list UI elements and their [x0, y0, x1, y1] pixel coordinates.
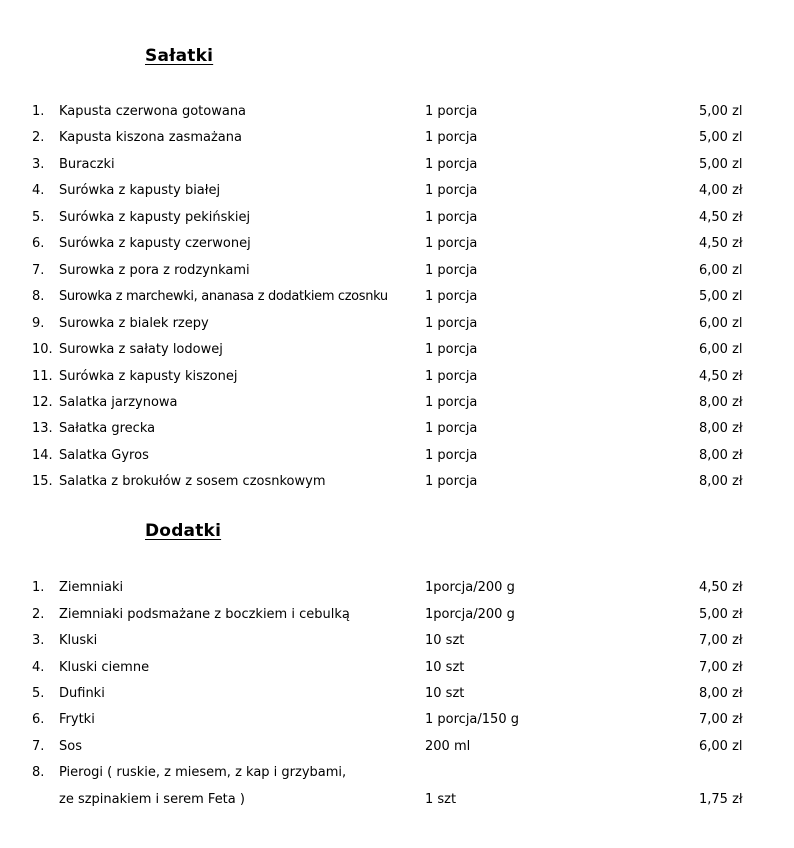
- item-quantity: 1 porcja: [425, 369, 478, 384]
- item-name: Kluski ciemne: [59, 660, 150, 675]
- item-name: Salatka z brokułów z sosem czosnkowym: [59, 474, 326, 489]
- item-number: 4.: [32, 183, 45, 198]
- item-quantity: 1 porcja: [425, 421, 478, 436]
- item-quantity: 1 porcja: [425, 474, 478, 489]
- menu-item: [0, 469, 794, 495]
- menu-item: [0, 258, 794, 284]
- item-quantity: 1porcja/200 g: [425, 580, 515, 595]
- menu-item: [0, 364, 794, 390]
- menu-item: [0, 125, 794, 151]
- menu-item: [0, 152, 794, 178]
- item-number: 5.: [32, 210, 45, 225]
- menu-item: [0, 575, 794, 601]
- section-title-dodatki: Dodatki: [145, 521, 222, 541]
- item-number: 8.: [32, 765, 45, 780]
- item-price: 7,00 zł: [699, 660, 743, 675]
- item-price: 5,00 zl: [699, 104, 743, 119]
- item-quantity: 10 szt: [425, 633, 465, 648]
- section-title-salatki: Sałatki: [145, 46, 214, 66]
- item-price: 7,00 zł: [699, 633, 743, 648]
- item-quantity: 1 porcja: [425, 183, 478, 198]
- item-quantity: 1 porcja: [425, 210, 478, 225]
- item-quantity: 1 porcja: [425, 130, 478, 145]
- item-name: Frytki: [59, 712, 95, 727]
- menu-item: [0, 443, 794, 469]
- item-quantity: 1porcja/200 g: [425, 607, 515, 622]
- item-price: 4,50 zł: [699, 580, 743, 595]
- menu-item: [0, 99, 794, 125]
- item-quantity: 1 porcja: [425, 236, 478, 251]
- item-quantity: 1 porcja: [425, 395, 478, 410]
- item-quantity: 1 porcja: [425, 157, 478, 172]
- menu-item: [0, 628, 794, 654]
- item-name: Surówka z kapusty czerwonej: [59, 236, 251, 251]
- item-name: Surowka z pora z rodzynkami: [59, 263, 250, 278]
- menu-item: [0, 707, 794, 733]
- item-quantity: 1 porcja: [425, 342, 478, 357]
- item-name: Ziemniaki podsmażane z boczkiem i cebulką: [59, 607, 350, 622]
- menu-item: [0, 284, 794, 310]
- item-quantity: 1 porcja: [425, 263, 478, 278]
- item-number: 8.: [32, 289, 45, 304]
- item-name: Dufinki: [59, 686, 105, 701]
- item-number: 13.: [32, 421, 53, 436]
- menu-item: [0, 337, 794, 363]
- item-price: 4,50 zł: [699, 236, 743, 251]
- item-number: 10.: [32, 342, 53, 357]
- menu-item: [0, 416, 794, 442]
- item-name: Salatka Gyros: [59, 448, 149, 463]
- item-number: 2.: [32, 130, 45, 145]
- item-number: 15.: [32, 474, 53, 489]
- item-price: 4,50 zł: [699, 369, 743, 384]
- item-name: Buraczki: [59, 157, 115, 172]
- item-quantity: 1 porcja: [425, 316, 478, 331]
- item-price: 6,00 zl: [699, 263, 743, 278]
- item-name: Ziemniaki: [59, 580, 124, 595]
- menu-item: [0, 205, 794, 231]
- item-number: 3.: [32, 633, 45, 648]
- item-quantity: 1 szt: [425, 792, 457, 807]
- item-number: 7.: [32, 263, 45, 278]
- item-price: 6,00 zl: [699, 316, 743, 331]
- item-number: 6.: [32, 712, 45, 727]
- item-number: 6.: [32, 236, 45, 251]
- menu-item: [0, 681, 794, 707]
- item-price: 1,75 zł: [699, 792, 743, 807]
- item-price: 5,00 zl: [699, 289, 743, 304]
- item-name: Kluski: [59, 633, 98, 648]
- item-name: Salatka jarzynowa: [59, 395, 178, 410]
- item-name: Surówka z kapusty białej: [59, 183, 221, 198]
- item-name: Surowka z sałaty lodowej: [59, 342, 223, 357]
- item-number: 14.: [32, 448, 53, 463]
- item-quantity: 200 ml: [425, 739, 471, 754]
- item-quantity: 1 porcja/150 g: [425, 712, 519, 727]
- menu-item: [0, 602, 794, 628]
- menu-item: [0, 311, 794, 337]
- item-price: 4,00 zł: [699, 183, 743, 198]
- item-name: Surowka z marchewki, ananasa z dodatkiem czosnku: [59, 289, 388, 304]
- item-number: 1.: [32, 580, 45, 595]
- item-name: Sos: [59, 739, 82, 754]
- item-name: ze szpinakiem i serem Feta ): [59, 792, 245, 807]
- menu-item: [0, 178, 794, 204]
- item-name: Surowka z bialek rzepy: [59, 316, 209, 331]
- item-name: Kapusta kiszona zasmażana: [59, 130, 242, 145]
- item-number: 5.: [32, 686, 45, 701]
- item-name: Pierogi ( ruskie, z miesem, z kap i grzybami,: [59, 765, 347, 780]
- item-price: 7,00 zł: [699, 712, 743, 727]
- item-price: 5,00 zl: [699, 157, 743, 172]
- item-number: 1.: [32, 104, 45, 119]
- item-number: 2.: [32, 607, 45, 622]
- item-number: 12.: [32, 395, 53, 410]
- item-number: 9.: [32, 316, 45, 331]
- item-price: 8,00 zł: [699, 686, 743, 701]
- item-price: 6,00 zl: [699, 342, 743, 357]
- item-quantity: 1 porcja: [425, 289, 478, 304]
- item-name: Sałatka grecka: [59, 421, 156, 436]
- item-name: Surówka z kapusty kiszonej: [59, 369, 238, 384]
- item-price: 6,00 zl: [699, 739, 743, 754]
- item-price: 8,00 zł: [699, 448, 743, 463]
- menu-item: [0, 390, 794, 416]
- item-number: 7.: [32, 739, 45, 754]
- item-number: 11.: [32, 369, 53, 384]
- menu-item: [0, 231, 794, 257]
- item-number: 3.: [32, 157, 45, 172]
- item-price: 5,00 zl: [699, 130, 743, 145]
- menu-item: [0, 760, 794, 786]
- item-price: 8,00 zł: [699, 395, 743, 410]
- menu-item: [0, 655, 794, 681]
- item-number: 4.: [32, 660, 45, 675]
- item-price: 4,50 zł: [699, 210, 743, 225]
- item-name: Kapusta czerwona gotowana: [59, 104, 247, 119]
- item-quantity: 10 szt: [425, 686, 465, 701]
- item-quantity: 1 porcja: [425, 448, 478, 463]
- item-quantity: 10 szt: [425, 660, 465, 675]
- item-price: 8,00 zł: [699, 474, 743, 489]
- menu-item: [0, 734, 794, 760]
- item-quantity: 1 porcja: [425, 104, 478, 119]
- item-price: 8,00 zł: [699, 421, 743, 436]
- menu-item-continuation: [0, 787, 794, 813]
- item-price: 5,00 zł: [699, 607, 743, 622]
- item-name: Surówka z kapusty pekińskiej: [59, 210, 251, 225]
